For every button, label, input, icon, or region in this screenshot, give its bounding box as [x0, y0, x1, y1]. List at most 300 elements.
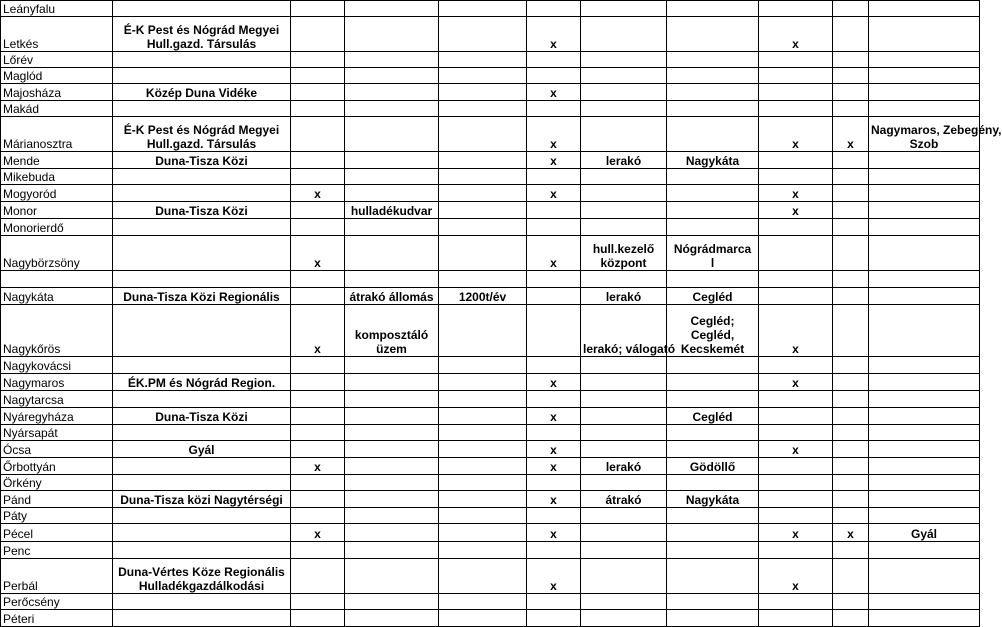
table-cell[interactable] — [291, 357, 345, 374]
table-cell[interactable] — [667, 374, 759, 391]
table-cell[interactable] — [869, 425, 980, 441]
table-cell[interactable] — [439, 52, 527, 68]
table-cell[interactable] — [439, 491, 527, 508]
table-cell[interactable] — [759, 152, 833, 169]
table-cell[interactable] — [113, 1, 291, 17]
table-cell[interactable]: x — [527, 491, 581, 508]
table-cell[interactable] — [581, 101, 667, 117]
table-cell[interactable]: lerakó — [581, 152, 667, 169]
table-cell[interactable] — [113, 101, 291, 117]
table-cell[interactable] — [869, 508, 980, 524]
table-cell[interactable] — [345, 374, 439, 391]
table-cell[interactable] — [439, 202, 527, 219]
table-cell[interactable] — [833, 68, 869, 84]
table-cell[interactable] — [345, 408, 439, 425]
table-cell[interactable]: lerakó; válogató — [581, 305, 667, 357]
table-cell[interactable]: Gödöllő — [667, 458, 759, 475]
table-cell[interactable] — [527, 169, 581, 185]
table-cell[interactable] — [581, 52, 667, 68]
table-cell[interactable] — [869, 68, 980, 84]
table-cell[interactable] — [345, 491, 439, 508]
table-cell[interactable] — [581, 185, 667, 202]
table-cell[interactable] — [439, 305, 527, 357]
table-cell[interactable]: x — [527, 524, 581, 542]
table-cell[interactable] — [527, 219, 581, 236]
table-cell[interactable] — [581, 425, 667, 441]
table-cell[interactable] — [667, 185, 759, 202]
table-cell[interactable] — [833, 594, 869, 610]
table-cell[interactable] — [291, 288, 345, 305]
table-cell[interactable]: Duna-Tisza Közi — [113, 202, 291, 219]
table-cell[interactable] — [113, 236, 291, 271]
table-cell[interactable] — [759, 271, 833, 288]
table-cell[interactable] — [869, 475, 980, 491]
table-cell[interactable] — [667, 117, 759, 152]
table-cell[interactable]: hulladékudvar — [345, 202, 439, 219]
table-cell[interactable] — [833, 185, 869, 202]
table-cell[interactable] — [759, 219, 833, 236]
table-cell[interactable] — [527, 52, 581, 68]
table-cell[interactable] — [439, 169, 527, 185]
table-cell[interactable] — [291, 117, 345, 152]
table-cell[interactable] — [113, 357, 291, 374]
table-cell[interactable] — [759, 391, 833, 408]
settlement-name[interactable]: Perőcsény — [1, 594, 113, 610]
table-cell[interactable] — [869, 594, 980, 610]
table-cell[interactable] — [869, 610, 980, 627]
table-cell[interactable]: Duna-Tisza Közi — [113, 408, 291, 425]
table-cell[interactable] — [869, 357, 980, 374]
settlement-name[interactable]: Nagykőrös — [1, 305, 113, 357]
table-cell[interactable] — [345, 219, 439, 236]
table-cell[interactable] — [439, 508, 527, 524]
table-cell[interactable] — [833, 374, 869, 391]
settlement-name[interactable]: Monor — [1, 202, 113, 219]
table-cell[interactable] — [759, 357, 833, 374]
table-cell[interactable] — [439, 152, 527, 169]
table-cell[interactable] — [667, 52, 759, 68]
table-cell[interactable] — [291, 68, 345, 84]
table-cell[interactable] — [291, 475, 345, 491]
table-cell[interactable] — [291, 52, 345, 68]
table-cell[interactable] — [439, 524, 527, 542]
table-cell[interactable] — [667, 594, 759, 610]
table-cell[interactable] — [667, 441, 759, 458]
table-cell[interactable]: x — [527, 458, 581, 475]
table-cell[interactable]: x — [759, 524, 833, 542]
table-cell[interactable] — [581, 219, 667, 236]
table-cell[interactable] — [667, 610, 759, 627]
table-cell[interactable]: ÉK.PM és Nógrád Region. — [113, 374, 291, 391]
table-cell[interactable]: x — [527, 441, 581, 458]
table-cell[interactable] — [833, 84, 869, 101]
table-cell[interactable] — [345, 425, 439, 441]
table-cell[interactable]: x — [291, 185, 345, 202]
table-cell[interactable] — [345, 169, 439, 185]
table-cell[interactable]: x — [527, 152, 581, 169]
table-cell[interactable] — [667, 84, 759, 101]
table-cell[interactable] — [759, 594, 833, 610]
table-cell[interactable] — [291, 408, 345, 425]
table-cell[interactable] — [439, 542, 527, 559]
settlement-name[interactable]: Páty — [1, 508, 113, 524]
table-cell[interactable] — [439, 236, 527, 271]
table-cell[interactable] — [345, 357, 439, 374]
table-cell[interactable] — [439, 475, 527, 491]
table-cell[interactable]: átrakó állomás — [345, 288, 439, 305]
table-cell[interactable] — [345, 542, 439, 559]
table-cell[interactable] — [113, 425, 291, 441]
table-cell[interactable] — [869, 441, 980, 458]
table-cell[interactable]: komposztáló üzem — [345, 305, 439, 357]
table-cell[interactable] — [667, 101, 759, 117]
table-cell[interactable] — [439, 185, 527, 202]
table-cell[interactable] — [833, 408, 869, 425]
table-cell[interactable] — [439, 408, 527, 425]
table-cell[interactable] — [833, 508, 869, 524]
table-cell[interactable] — [869, 491, 980, 508]
table-cell[interactable] — [759, 610, 833, 627]
table-cell[interactable] — [345, 594, 439, 610]
table-cell[interactable] — [869, 101, 980, 117]
table-cell[interactable] — [439, 594, 527, 610]
table-cell[interactable] — [833, 475, 869, 491]
table-cell[interactable] — [291, 441, 345, 458]
table-cell[interactable] — [833, 391, 869, 408]
table-cell[interactable] — [667, 17, 759, 52]
table-cell[interactable] — [113, 219, 291, 236]
settlement-name[interactable]: Mogyoród — [1, 185, 113, 202]
table-cell[interactable] — [759, 169, 833, 185]
table-cell[interactable] — [869, 169, 980, 185]
table-cell[interactable] — [291, 271, 345, 288]
table-cell[interactable]: Nógrádmarca l — [667, 236, 759, 271]
table-cell[interactable] — [291, 559, 345, 594]
table-cell[interactable] — [113, 271, 291, 288]
table-cell[interactable] — [581, 374, 667, 391]
table-cell[interactable] — [667, 542, 759, 559]
table-cell[interactable]: Gyál — [113, 441, 291, 458]
table-cell[interactable] — [439, 1, 527, 17]
table-cell[interactable] — [581, 68, 667, 84]
table-cell[interactable] — [869, 152, 980, 169]
table-cell[interactable] — [291, 610, 345, 627]
table-cell[interactable] — [581, 202, 667, 219]
table-cell[interactable] — [113, 610, 291, 627]
table-cell[interactable]: x — [759, 202, 833, 219]
table-cell[interactable] — [291, 491, 345, 508]
table-cell[interactable] — [667, 202, 759, 219]
table-cell[interactable] — [759, 458, 833, 475]
table-cell[interactable]: x — [759, 374, 833, 391]
table-cell[interactable] — [439, 17, 527, 52]
table-cell[interactable] — [833, 52, 869, 68]
settlement-name[interactable]: Márianosztra — [1, 117, 113, 152]
settlement-name[interactable]: Leányfalu — [1, 1, 113, 17]
table-cell[interactable]: Nagykáta — [667, 491, 759, 508]
table-cell[interactable] — [667, 475, 759, 491]
table-cell[interactable] — [439, 610, 527, 627]
table-cell[interactable] — [291, 169, 345, 185]
table-cell[interactable] — [869, 559, 980, 594]
table-cell[interactable] — [291, 508, 345, 524]
settlement-name[interactable]: Nyársapát — [1, 425, 113, 441]
table-cell[interactable] — [667, 524, 759, 542]
settlement-name[interactable]: Mende — [1, 152, 113, 169]
table-cell[interactable] — [667, 357, 759, 374]
table-cell[interactable] — [345, 610, 439, 627]
table-cell[interactable] — [345, 559, 439, 594]
table-cell[interactable] — [833, 610, 869, 627]
table-cell[interactable]: Duna-Tisza közi Nagytérségi — [113, 491, 291, 508]
table-cell[interactable] — [527, 1, 581, 17]
table-cell[interactable] — [581, 169, 667, 185]
table-cell[interactable]: x — [527, 559, 581, 594]
table-cell[interactable] — [759, 408, 833, 425]
settlement-name[interactable]: Péteri — [1, 610, 113, 627]
table-cell[interactable] — [581, 84, 667, 101]
table-cell[interactable]: x — [759, 559, 833, 594]
table-cell[interactable] — [345, 185, 439, 202]
table-cell[interactable] — [667, 68, 759, 84]
settlement-name[interactable]: Lőrév — [1, 52, 113, 68]
table-cell[interactable] — [439, 458, 527, 475]
table-cell[interactable] — [581, 594, 667, 610]
table-cell[interactable] — [869, 408, 980, 425]
table-cell[interactable] — [439, 68, 527, 84]
settlement-name[interactable]: Nagymaros — [1, 374, 113, 391]
table-cell[interactable] — [345, 52, 439, 68]
table-cell[interactable] — [291, 425, 345, 441]
table-cell[interactable] — [527, 594, 581, 610]
table-cell[interactable] — [833, 288, 869, 305]
table-cell[interactable] — [113, 185, 291, 202]
table-cell[interactable] — [291, 1, 345, 17]
table-cell[interactable] — [291, 374, 345, 391]
table-cell[interactable] — [527, 68, 581, 84]
table-cell[interactable]: Duna-Tisza Közi — [113, 152, 291, 169]
table-cell[interactable] — [833, 305, 869, 357]
table-cell[interactable] — [581, 391, 667, 408]
settlement-name[interactable]: Örkény — [1, 475, 113, 491]
table-cell[interactable] — [113, 52, 291, 68]
settlement-name[interactable]: Nagykovácsi — [1, 357, 113, 374]
table-cell[interactable]: x — [833, 117, 869, 152]
settlement-name[interactable]: Perbál — [1, 559, 113, 594]
table-cell[interactable] — [345, 236, 439, 271]
settlement-name[interactable] — [1, 271, 113, 288]
table-cell[interactable] — [833, 357, 869, 374]
table-cell[interactable]: x — [759, 441, 833, 458]
table-cell[interactable] — [291, 17, 345, 52]
table-cell[interactable] — [345, 1, 439, 17]
table-cell[interactable] — [113, 594, 291, 610]
table-cell[interactable] — [439, 84, 527, 101]
table-cell[interactable]: x — [527, 84, 581, 101]
table-cell[interactable] — [345, 458, 439, 475]
table-cell[interactable] — [439, 357, 527, 374]
table-cell[interactable] — [291, 202, 345, 219]
table-cell[interactable]: x — [527, 236, 581, 271]
table-cell[interactable] — [113, 305, 291, 357]
table-cell[interactable] — [869, 202, 980, 219]
table-cell[interactable] — [439, 425, 527, 441]
table-cell[interactable] — [759, 425, 833, 441]
table-cell[interactable] — [833, 219, 869, 236]
table-cell[interactable] — [869, 458, 980, 475]
table-cell[interactable] — [869, 305, 980, 357]
table-cell[interactable] — [833, 425, 869, 441]
table-cell[interactable] — [759, 1, 833, 17]
table-cell[interactable] — [667, 391, 759, 408]
table-cell[interactable]: x — [527, 17, 581, 52]
table-cell[interactable] — [439, 559, 527, 594]
table-cell[interactable] — [439, 374, 527, 391]
table-cell[interactable] — [759, 542, 833, 559]
table-cell[interactable] — [527, 610, 581, 627]
table-cell[interactable] — [833, 559, 869, 594]
table-cell[interactable] — [527, 508, 581, 524]
table-cell[interactable]: átrakó — [581, 491, 667, 508]
table-cell[interactable]: x — [527, 374, 581, 391]
table-cell[interactable] — [345, 271, 439, 288]
table-cell[interactable] — [667, 219, 759, 236]
table-cell[interactable] — [833, 202, 869, 219]
table-cell[interactable] — [345, 391, 439, 408]
table-cell[interactable] — [345, 17, 439, 52]
table-cell[interactable] — [759, 475, 833, 491]
table-cell[interactable] — [667, 1, 759, 17]
table-cell[interactable] — [439, 117, 527, 152]
table-cell[interactable] — [581, 271, 667, 288]
table-cell[interactable] — [527, 357, 581, 374]
settlement-name[interactable]: Pécel — [1, 524, 113, 542]
table-cell[interactable] — [759, 52, 833, 68]
table-cell[interactable] — [291, 152, 345, 169]
table-cell[interactable] — [113, 458, 291, 475]
table-cell[interactable] — [345, 508, 439, 524]
table-cell[interactable] — [869, 185, 980, 202]
table-cell[interactable] — [345, 117, 439, 152]
settlement-name[interactable]: Ócsa — [1, 441, 113, 458]
table-cell[interactable]: x — [291, 458, 345, 475]
table-cell[interactable]: x — [833, 524, 869, 542]
table-cell[interactable] — [581, 610, 667, 627]
table-cell[interactable] — [345, 441, 439, 458]
table-cell[interactable] — [439, 391, 527, 408]
table-cell[interactable] — [527, 271, 581, 288]
table-cell[interactable] — [113, 475, 291, 491]
table-cell[interactable] — [291, 594, 345, 610]
table-cell[interactable]: x — [759, 305, 833, 357]
table-cell[interactable] — [113, 169, 291, 185]
table-cell[interactable] — [869, 236, 980, 271]
table-cell[interactable]: Közép Duna Vidéke — [113, 84, 291, 101]
table-cell[interactable] — [581, 559, 667, 594]
table-cell[interactable]: x — [759, 185, 833, 202]
table-cell[interactable] — [527, 202, 581, 219]
table-cell[interactable] — [113, 68, 291, 84]
table-cell[interactable] — [667, 425, 759, 441]
table-cell[interactable] — [667, 559, 759, 594]
table-cell[interactable] — [869, 17, 980, 52]
table-cell[interactable] — [869, 542, 980, 559]
table-cell[interactable] — [527, 475, 581, 491]
table-cell[interactable] — [833, 236, 869, 271]
table-cell[interactable] — [833, 1, 869, 17]
table-cell[interactable] — [833, 491, 869, 508]
table-cell[interactable] — [527, 288, 581, 305]
table-cell[interactable] — [759, 491, 833, 508]
table-cell[interactable] — [527, 305, 581, 357]
table-cell[interactable] — [291, 84, 345, 101]
settlement-name[interactable]: Nyáregyháza — [1, 408, 113, 425]
table-cell[interactable] — [833, 458, 869, 475]
table-cell[interactable]: x — [291, 305, 345, 357]
table-cell[interactable] — [581, 524, 667, 542]
table-cell[interactable] — [439, 101, 527, 117]
table-cell[interactable] — [869, 219, 980, 236]
table-cell[interactable] — [113, 542, 291, 559]
table-cell[interactable] — [833, 542, 869, 559]
table-cell[interactable] — [759, 68, 833, 84]
table-cell[interactable]: x — [527, 117, 581, 152]
settlement-name[interactable]: Nagytarcsa — [1, 391, 113, 408]
table-cell[interactable] — [759, 288, 833, 305]
table-cell[interactable] — [291, 219, 345, 236]
table-cell[interactable] — [869, 84, 980, 101]
table-cell[interactable] — [527, 391, 581, 408]
table-cell[interactable] — [581, 117, 667, 152]
table-cell[interactable]: Nagymaros, Zebegény, Szob — [869, 117, 980, 152]
table-cell[interactable] — [667, 508, 759, 524]
settlement-name[interactable]: Monorierdő — [1, 219, 113, 236]
table-cell[interactable] — [759, 101, 833, 117]
table-cell[interactable] — [869, 1, 980, 17]
settlement-name[interactable]: Nagybörzsöny — [1, 236, 113, 271]
table-cell[interactable] — [113, 508, 291, 524]
table-cell[interactable] — [581, 17, 667, 52]
settlement-name[interactable]: Makád — [1, 101, 113, 117]
table-cell[interactable] — [581, 441, 667, 458]
table-cell[interactable] — [833, 441, 869, 458]
table-cell[interactable] — [291, 542, 345, 559]
table-cell[interactable] — [833, 169, 869, 185]
table-cell[interactable] — [759, 508, 833, 524]
table-cell[interactable]: Gyál — [869, 524, 980, 542]
settlement-name[interactable]: Maglód — [1, 68, 113, 84]
table-cell[interactable]: lerakó — [581, 288, 667, 305]
table-cell[interactable] — [869, 391, 980, 408]
settlement-name[interactable]: Nagykáta — [1, 288, 113, 305]
table-cell[interactable] — [527, 542, 581, 559]
table-cell[interactable]: É-K Pest és Nógrád Megyei Hull.gazd. Társulás — [113, 117, 291, 152]
table-cell[interactable]: lerakó — [581, 458, 667, 475]
table-cell[interactable]: Nagykáta — [667, 152, 759, 169]
table-cell[interactable] — [581, 1, 667, 17]
table-cell[interactable] — [581, 475, 667, 491]
table-cell[interactable] — [527, 425, 581, 441]
table-cell[interactable]: É-K Pest és Nógrád Megyei Hull.gazd. Társulás — [113, 17, 291, 52]
table-cell[interactable]: x — [291, 524, 345, 542]
table-cell[interactable] — [833, 152, 869, 169]
table-cell[interactable] — [833, 101, 869, 117]
table-cell[interactable] — [869, 288, 980, 305]
table-cell[interactable]: x — [759, 117, 833, 152]
table-cell[interactable] — [833, 17, 869, 52]
table-cell[interactable]: Cegléd; Cegléd, Kecskemét — [667, 305, 759, 357]
table-cell[interactable]: Duna-Tisza Közi Regionális — [113, 288, 291, 305]
